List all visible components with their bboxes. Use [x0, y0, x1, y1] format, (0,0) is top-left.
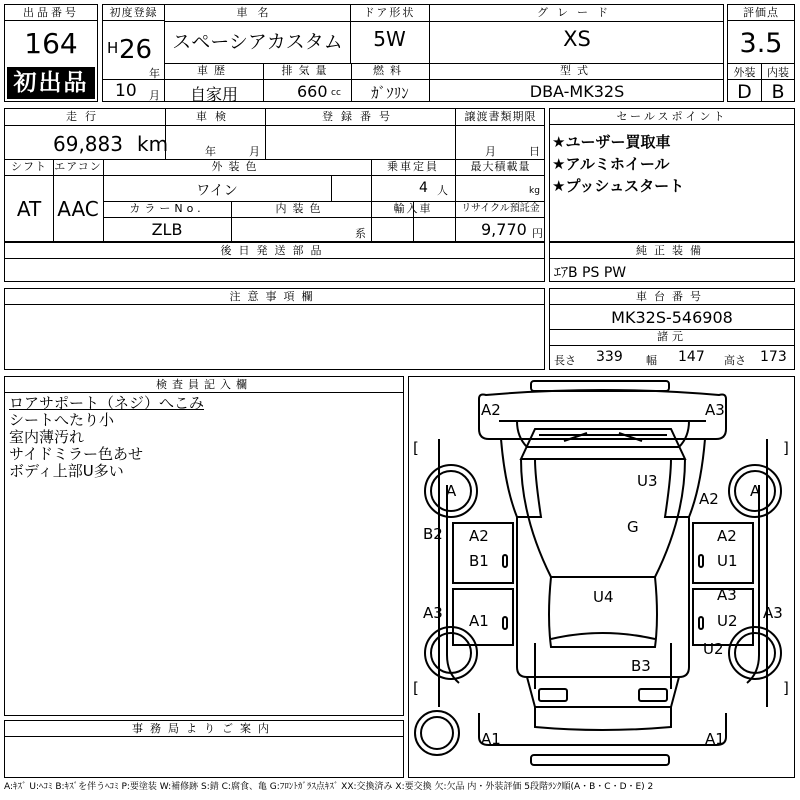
genuine-equipment: ｴｱB PS PW — [554, 265, 627, 281]
reg-no-label: 登録番号 — [322, 110, 398, 123]
sales-point-item: ★アルミホイール — [552, 155, 670, 173]
damage-mark-a2-front-left: A2 — [481, 401, 501, 419]
damage-mark-a-wheel-front-left: A — [446, 482, 457, 500]
damage-mark-u4-center: U4 — [593, 588, 614, 606]
ac: AAC — [57, 197, 99, 221]
inspection-year-unit: 年 — [205, 145, 216, 158]
damage-mark-a1-rear-right: A1 — [705, 730, 725, 748]
damage-mark-b2-left: B2 — [423, 525, 443, 543]
ext-color: ワイン — [196, 183, 238, 199]
length-label: 長さ — [554, 354, 576, 367]
inspection-label: 車検 — [196, 110, 234, 123]
damage-mark-a2-right: A2 — [699, 490, 719, 508]
damage-mark-a2-left-door: A2 — [469, 527, 489, 545]
bracket-close-marker: ] — [783, 439, 789, 457]
era: H — [107, 39, 119, 57]
chassis-label: 車台番号 — [550, 289, 794, 305]
damage-mark-u1-right-door: U1 — [717, 552, 738, 570]
shift: AT — [16, 197, 42, 221]
transfer-label: 譲渡書類期限 — [464, 110, 537, 123]
inspection-month-unit: 月 — [249, 145, 260, 158]
recycle-label: リサイクル預託金 — [461, 203, 540, 214]
year-unit: 年 — [149, 67, 160, 80]
score: 3.5 — [739, 28, 783, 59]
inspector-label: 検査員記入欄 — [5, 377, 403, 393]
office-label: 事務局よりご案内 — [5, 721, 403, 737]
length: 339 — [596, 349, 623, 365]
lot-number: 164 — [24, 27, 78, 60]
interior-grade: B — [771, 81, 785, 103]
fuel: ｶﾞｿﾘﾝ — [371, 84, 409, 102]
first-reg-label: 初度登録 — [103, 5, 164, 21]
bracket-open-marker: [ — [413, 679, 419, 697]
grade-label: グレード — [537, 6, 617, 19]
car-info-box — [164, 4, 724, 102]
mileage: 69,883 — [53, 132, 123, 156]
dims-label: 諸元 — [657, 330, 687, 343]
score-label: 評価点 — [728, 5, 794, 21]
capacity: 4 — [419, 180, 428, 196]
damage-mark-u2-rear: U2 — [703, 640, 724, 658]
color-no-label: カラーNo. — [129, 202, 205, 215]
month-unit: 月 — [149, 89, 160, 102]
capacity-unit: 人 — [437, 184, 448, 197]
inspector-note: サイドミラー色あせ — [9, 445, 143, 463]
exterior-grade: D — [737, 81, 752, 103]
interior-label: 内装 — [767, 66, 789, 79]
inspector-note: ロアサポート（ネジ）へこみ — [9, 394, 205, 412]
car-name-label: 車名 — [236, 6, 279, 19]
height-label: 高さ — [724, 354, 746, 367]
door-label: ドア形状 — [363, 6, 416, 19]
load-label: 最大積載量 — [470, 160, 531, 173]
sales-points-box — [549, 108, 795, 242]
first-listing-badge: 初出品 — [7, 67, 95, 99]
color-no: ZLB — [151, 220, 183, 239]
damage-mark-u2-right-door: U2 — [717, 612, 738, 630]
damage-mark-u3-roof: U3 — [637, 472, 658, 490]
km-unit: km — [137, 132, 169, 156]
load-unit: kg — [529, 186, 540, 196]
import-label: 輸入車 — [393, 202, 433, 215]
transfer-day-unit: 日 — [529, 145, 540, 158]
fuel-label: 燃料 — [373, 64, 407, 77]
inspector-note: 室内薄汚れ — [9, 428, 85, 446]
score-box — [727, 4, 795, 102]
chassis-box — [549, 288, 795, 370]
damage-mark-g-glass: G — [627, 518, 639, 536]
damage-mark-a2-right-door: A2 — [717, 527, 737, 545]
ac-label: エアコン — [54, 160, 102, 173]
ext-color-label: 外装色 — [211, 160, 263, 173]
damage-mark-a3-right-door: A3 — [717, 586, 737, 604]
history-label: 車歴 — [197, 64, 231, 77]
capacity-label: 乗車定員 — [387, 160, 439, 173]
caution-box — [4, 288, 545, 370]
displacement: 660 — [297, 82, 328, 101]
damage-mark-a3-right: A3 — [763, 604, 783, 622]
bracket-close-marker: ] — [783, 679, 789, 697]
reg-year: 26 — [119, 35, 153, 65]
grade: XS — [563, 27, 591, 51]
genuine-label: 純正装備 — [550, 243, 794, 259]
lot-label: 出品番号 — [5, 5, 97, 21]
mileage-label: 走行 — [66, 110, 104, 123]
car-name: スペーシアカスタム — [172, 31, 343, 53]
details-box — [4, 108, 545, 242]
damage-mark-a1-rear-left: A1 — [481, 730, 501, 748]
caution-label: 注意事項欄 — [5, 289, 544, 305]
reg-month: 10 — [115, 81, 137, 101]
chassis-number: MK32S-546908 — [611, 308, 733, 327]
first-reg-box — [102, 4, 165, 102]
damage-mark-a1-left-door: A1 — [469, 612, 489, 630]
inspector-box — [4, 376, 404, 716]
damage-diagram — [408, 376, 795, 778]
width: 147 — [678, 349, 705, 365]
model: DBA-MK32S — [529, 82, 625, 101]
transfer-month-unit: 月 — [485, 145, 496, 158]
door-type: 5W — [373, 27, 406, 51]
int-color-suffix: 系 — [355, 227, 366, 240]
bracket-open-marker: [ — [413, 439, 419, 457]
shift-label: シフト — [11, 160, 47, 173]
cc-unit: cc — [331, 88, 341, 98]
inspector-note: シートへたり小 — [9, 411, 115, 429]
recycle-unit: 円 — [532, 227, 543, 240]
office-box — [4, 720, 404, 778]
damage-mark-a-wheel-front-right: A — [750, 482, 761, 500]
sales-point-item: ★プッシュスタート — [552, 177, 685, 195]
car-outline — [409, 377, 796, 779]
sales-points-label: セールスポイント — [550, 109, 794, 125]
model-label: 型式 — [560, 64, 594, 77]
later-parts-box — [4, 242, 545, 282]
inspector-note: ボディ上部U多い — [9, 462, 124, 480]
damage-mark-b3-rear: B3 — [631, 657, 651, 675]
width-label: 幅 — [646, 354, 657, 367]
legend: A:ｷｽﾞ U:ﾍｺﾐ B:ｷｽﾞを伴うﾍｺﾐ P:要塗装 W:補修跡 S:錆 C:腐食、亀 G:ﾌﾛﾝﾄｶﾞﾗｽ点ｷｽﾞ XX:交換済み X:要交換 欠:欠品 内・外装評価 5段階ﾗﾝｸ順(A・B・C・D・E) 2 — [4, 782, 654, 792]
genuine-box — [549, 242, 795, 282]
exterior-label: 外装 — [733, 66, 756, 79]
lot-box — [4, 4, 98, 102]
sales-point-item: ★ユーザー買取車 — [552, 133, 671, 151]
damage-mark-a3-front-right: A3 — [705, 401, 725, 419]
damage-mark-b1-left-door: B1 — [469, 552, 489, 570]
later-parts-label: 後日発送部品 — [5, 243, 544, 259]
int-color-label: 内装色 — [275, 202, 327, 215]
damage-mark-a3-left: A3 — [423, 604, 443, 622]
history: 自家用 — [189, 85, 238, 104]
displacement-label: 排気量 — [281, 64, 333, 77]
height: 173 — [760, 349, 787, 365]
recycle-amount: 9,770 — [481, 220, 527, 239]
